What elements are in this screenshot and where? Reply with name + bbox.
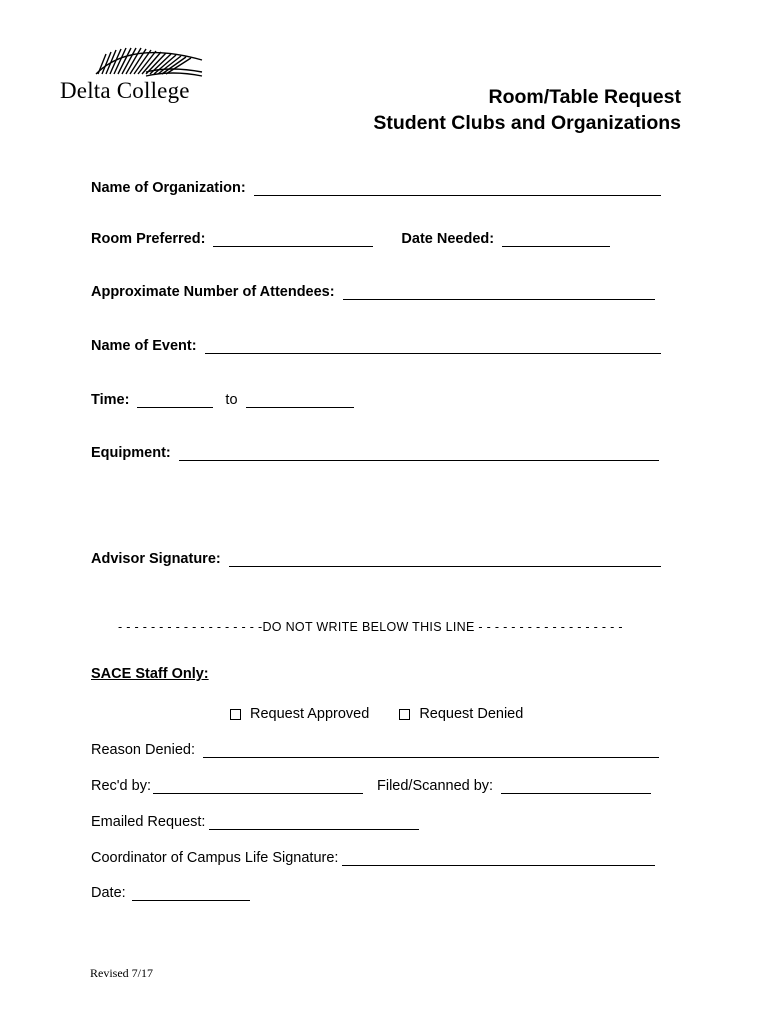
- date-field[interactable]: [132, 886, 250, 901]
- advisor-row: [91, 547, 661, 567]
- event-field[interactable]: [205, 339, 661, 354]
- logo-text: Delta College: [60, 78, 190, 103]
- equipment-label: Equipment:: [91, 445, 171, 461]
- approval-row: [230, 702, 523, 722]
- delta-college-logo: [60, 42, 220, 108]
- event-label: Name of Event:: [91, 338, 197, 354]
- organization-label: Name of Organization:: [91, 180, 246, 196]
- reason-label: Reason Denied:: [91, 742, 195, 758]
- equipment-field[interactable]: [179, 446, 659, 461]
- event-row: [91, 334, 661, 354]
- date-row: [91, 881, 250, 901]
- time-end-field[interactable]: [246, 393, 354, 408]
- organization-row: [91, 176, 661, 196]
- time-label: Time:: [91, 392, 130, 408]
- staff-heading: SACE Staff Only:: [91, 666, 209, 682]
- advisor-signature-field[interactable]: [229, 552, 661, 567]
- request-approved-checkbox[interactable]: [230, 706, 369, 722]
- request-denied-label: Request Denied: [419, 706, 524, 722]
- time-to-label: to: [225, 392, 238, 408]
- room-field[interactable]: [213, 232, 373, 247]
- form-subtitle: Student Clubs and Organizations: [373, 112, 681, 134]
- coordinator-row: [91, 846, 655, 866]
- recd-by-label: Rec'd by:: [91, 778, 151, 794]
- time-start-field[interactable]: [137, 393, 213, 408]
- recd-filed-row: [91, 774, 651, 794]
- bridge-logo-icon: [90, 42, 210, 82]
- revision-note: Revised 7/17: [90, 966, 153, 980]
- attendees-field[interactable]: [343, 285, 655, 300]
- reason-row: [91, 738, 659, 758]
- checkbox-icon: [399, 709, 410, 720]
- coordinator-signature-field[interactable]: [342, 851, 655, 866]
- filed-scanned-field[interactable]: [501, 779, 651, 794]
- time-row: [91, 388, 354, 408]
- room-date-row: [91, 227, 610, 247]
- request-approved-label: Request Approved: [250, 706, 370, 722]
- equipment-row: [91, 441, 659, 461]
- do-not-write-divider: - - - - - - - - - - - - - - - - - -DO NOT WRITE BELOW THIS LINE - - - - - - - - - - - - - - - - - -: [118, 620, 623, 634]
- date-needed-field[interactable]: [502, 232, 610, 247]
- request-denied-checkbox[interactable]: [399, 706, 523, 722]
- date-label: Date:: [91, 885, 126, 901]
- organization-field[interactable]: [254, 181, 661, 196]
- form-title: Room/Table Request: [488, 86, 681, 108]
- date-needed-label: Date Needed:: [401, 231, 495, 247]
- checkbox-icon: [230, 709, 241, 720]
- attendees-row: [91, 280, 655, 300]
- filed-scanned-label: Filed/Scanned by:: [377, 778, 494, 794]
- attendees-label: Approximate Number of Attendees:: [91, 284, 335, 300]
- reason-field[interactable]: [203, 743, 659, 758]
- emailed-row: [91, 810, 419, 830]
- emailed-label: Emailed Request:: [91, 814, 206, 830]
- coordinator-label: Coordinator of Campus Life Signature:: [91, 850, 339, 866]
- emailed-field[interactable]: [209, 815, 419, 830]
- advisor-label: Advisor Signature:: [91, 551, 221, 567]
- room-label: Room Preferred:: [91, 231, 206, 247]
- recd-by-field[interactable]: [153, 779, 363, 794]
